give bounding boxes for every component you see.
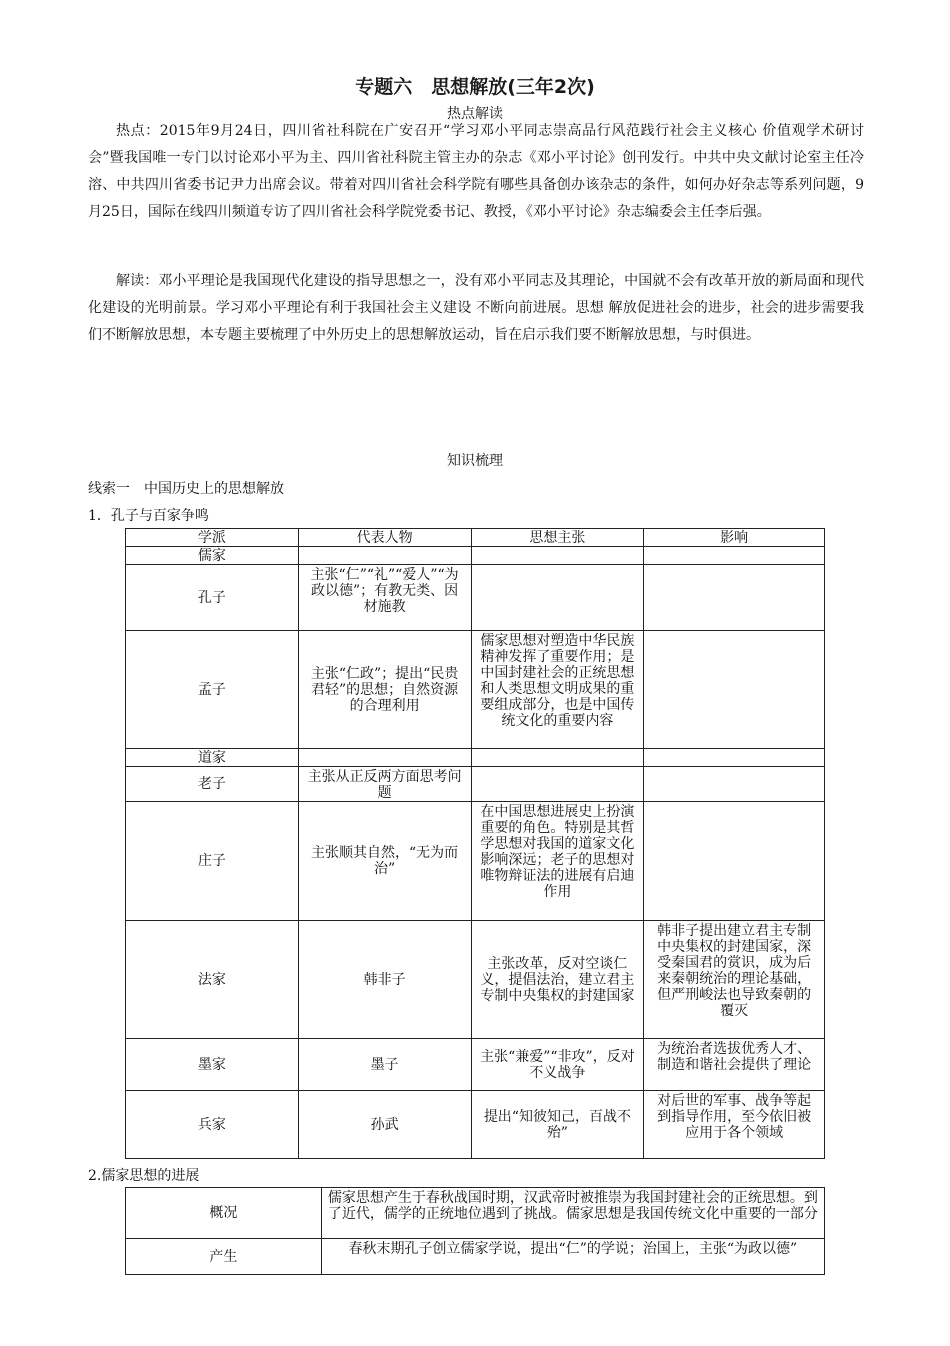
empty-cell xyxy=(644,767,825,802)
empty-cell xyxy=(471,767,644,802)
impact-cell: 儒家思想对塑造中华民族精神发挥了重要作用；是中国封建社会的正统思想和人类思想文明成果的重要组成部分，也是中国传统文化的重要内容 xyxy=(471,631,644,749)
overview-label: 概况 xyxy=(126,1188,322,1239)
figure-cell: 庄子 xyxy=(126,802,299,921)
header-impact: 影响 xyxy=(644,529,825,547)
header-idea: 思想主张 xyxy=(471,529,644,547)
table-row xyxy=(126,749,825,767)
idea-cell: 主张从正反两方面思考问题 xyxy=(298,767,471,802)
table-row xyxy=(126,631,825,749)
section-heading-knowledge: 知识梳理 xyxy=(447,453,503,469)
figure-cell: 墨子 xyxy=(298,1039,471,1091)
impact-cell: 韩非子提出建立君主专制中央集权的封建国家，深受秦国君的赏识，成为后来秦朝统治的理论基础，但严刑峻法也导致秦朝的覆灭 xyxy=(644,921,825,1039)
hundred-schools-table xyxy=(125,528,825,1159)
table-row xyxy=(126,921,825,1039)
impact-cell: 对后世的军事、战争等起到指导作用，至今依旧被应用于各个领域 xyxy=(644,1091,825,1159)
idea-cell: 主张“仁政”；提出“民贵君轻”的思想；自然资源的合理利用 xyxy=(298,631,471,749)
school-cell: 道家 xyxy=(126,749,299,767)
header-school: 学派 xyxy=(126,529,299,547)
overview-text: 儒家思想产生于春秋战国时期，汉武帝时被推崇为我国封建社会的正统思想。到了近代，儒学的正统地位遇到了挑战。儒家思想是我国传统文化中重要的一部分 xyxy=(321,1188,824,1239)
idea-cell: 主张改革，反对空谈仁义，提倡法治，建立君主专制中央集权的封建国家 xyxy=(471,921,644,1039)
interpret-paragraph: 解读：邓小平理论是我国现代化建设的指导思想之一，没有邓小平同志及其理论，中国就不会有改革开放的新局面和现代化建设的光明前景。学习邓小平理论有利于我国社会主义建设 不断向前进展。思想 解放促进社会的进步，社会的进步需要我们不断解放思想，本专题主要梳理了中外历史上的思想解放运动，旨在启示我们要不断解放思想，与时俱进。 xyxy=(88,273,864,343)
table-row xyxy=(126,1091,825,1159)
figure-cell: 孙武 xyxy=(298,1091,471,1159)
idea-cell: 提出“知彼知己，百战不殆” xyxy=(471,1091,644,1159)
table-row xyxy=(126,1039,825,1091)
item-two-heading: 2.儒家思想的进展 xyxy=(88,1168,200,1184)
idea-cell: 主张“仁”“礼”“爱人”“为政以德”；有教无类、因材施教 xyxy=(298,565,471,631)
table-header-row xyxy=(126,529,825,547)
confucianism-development-table xyxy=(125,1187,825,1275)
school-cell: 儒家 xyxy=(126,547,299,565)
idea-cell: 主张顺其自然，“无为而治” xyxy=(298,802,471,921)
origin-label: 产生 xyxy=(126,1239,322,1275)
clue-one-heading: 线索一 中国历史上的思想解放 xyxy=(88,481,284,497)
header-figure: 代表人物 xyxy=(298,529,471,547)
table-row xyxy=(126,767,825,802)
empty-cell xyxy=(471,565,644,631)
hotspot-paragraph: 热点：2015年9月24日，四川省社科院在广安召开“学习邓小平同志崇高品行风范践行社会主义核心 价值观学术研讨会”暨我国唯一专门以讨论邓小平为主、四川省社科院主管主办的杂志《邓小平讨论》创刊发行。中共中央文献讨论室主任冷溶、中共四川省委书记尹力出席会议。带着对四川省社会科学院有哪些具备创办该杂志的条件，如何办好杂志等系列问题，9月25日，国际在线四川频道专访了四川省社会科学院党委书记、教授，《邓小平讨论》杂志编委会主任李后强。 xyxy=(88,123,864,220)
impact-cell: 为统治者选拔优秀人才、制造和谐社会提供了理论 xyxy=(644,1039,825,1091)
school-cell: 兵家 xyxy=(126,1091,299,1159)
table-row xyxy=(126,802,825,921)
origin-text: 春秋末期孔子创立儒家学说，提出“仁”的学说；治国上，主张“为政以德” xyxy=(321,1239,824,1275)
figure-cell: 孟子 xyxy=(126,631,299,749)
table-row xyxy=(126,565,825,631)
figure-cell: 孔子 xyxy=(126,565,299,631)
table-row xyxy=(126,1188,825,1239)
school-cell: 墨家 xyxy=(126,1039,299,1091)
figure-cell: 老子 xyxy=(126,767,299,802)
school-cell: 法家 xyxy=(126,921,299,1039)
empty-cell xyxy=(644,565,825,631)
table-row xyxy=(126,1239,825,1275)
empty-cell xyxy=(644,631,825,749)
impact-cell: 在中国思想进展史上扮演重要的角色。特别是其哲学思想对我国的道家文化影响深远；老子的思想对唯物辩证法的进展有启迪作用 xyxy=(471,802,644,921)
idea-cell: 主张“兼爱”“非攻”，反对不义战争 xyxy=(471,1039,644,1091)
section-heading-hotspot: 热点解读 xyxy=(447,106,503,122)
item-one-heading: 1．孔子与百家争鸣 xyxy=(88,508,209,524)
empty-cell xyxy=(644,802,825,921)
page-title: 专题六 思想解放(三年2次) xyxy=(355,76,595,98)
figure-cell: 韩非子 xyxy=(298,921,471,1039)
table-row xyxy=(126,547,825,565)
